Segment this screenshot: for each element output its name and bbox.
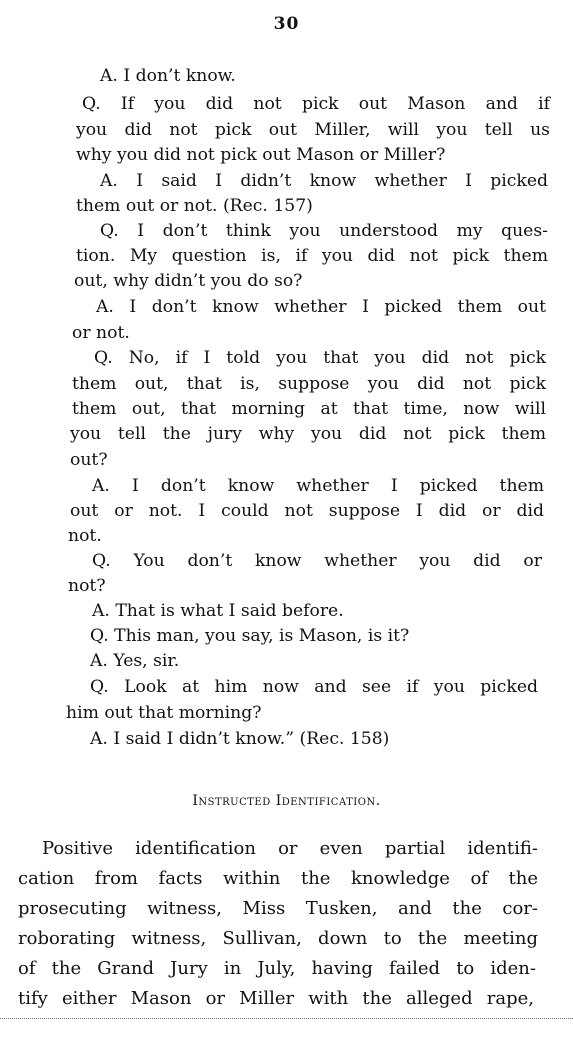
transcript-line: why you did not pick out Mason or Miller? — [76, 145, 446, 165]
paragraph-line: cation from facts within the knowledge of the — [18, 868, 538, 889]
transcript-line: A. I don’t know. — [100, 66, 236, 86]
paragraph-line: Positive identification or even partial identifi- — [42, 838, 538, 859]
section-heading: Instructed Identification. — [192, 793, 381, 809]
paragraph-line: of the Grand Jury in July, having failed to iden- — [18, 958, 536, 979]
transcript-line: A. That is what I said before. — [92, 601, 344, 621]
transcript-line: not? — [68, 576, 106, 596]
transcript-line: you did not pick out Miller, will you tell us — [76, 120, 550, 140]
transcript-line: A. I don’t know whether I picked them — [92, 476, 544, 496]
transcript-line: or not. — [72, 323, 130, 343]
transcript-line: tion. My question is, if you did not pick them — [76, 246, 548, 266]
transcript-line: Q. I don’t think you understood my ques- — [100, 221, 548, 241]
paragraph-line: tify either Mason or Miller with the alleged rape, — [18, 988, 534, 1009]
page-number: 30 — [273, 14, 300, 34]
page-edge-divider — [0, 1018, 573, 1019]
transcript-line: him out that morning? — [66, 703, 262, 723]
transcript-line: Q. You don’t know whether you did or — [92, 551, 542, 571]
transcript-line: them out, that is, suppose you did not pick — [72, 374, 546, 394]
transcript-line: not. — [68, 526, 102, 546]
transcript-line: A. I don’t know whether I picked them out — [96, 297, 546, 317]
transcript-line: them out or not. (Rec. 157) — [76, 196, 313, 216]
transcript-line: A. Yes, sir. — [90, 651, 180, 671]
transcript-line: out, why didn’t you do so? — [74, 271, 303, 291]
paragraph-line: prosecuting witness, Miss Tusken, and the cor- — [18, 898, 538, 919]
transcript-line: A. I said I didn’t know.” (Rec. 158) — [90, 729, 390, 749]
transcript-line: Q. This man, you say, is Mason, is it? — [90, 626, 410, 646]
paragraph-line: roborating witness, Sullivan, down to the meeting — [18, 928, 538, 949]
transcript-line: Q. Look at him now and see if you picked — [90, 677, 538, 697]
transcript-line: Q. If you did not pick out Mason and if — [82, 94, 550, 114]
transcript-line: you tell the jury why you did not pick them — [70, 424, 546, 444]
transcript-line: out or not. I could not suppose I did or did — [70, 501, 544, 521]
transcript-line: A. I said I didn’t know whether I picked — [100, 171, 548, 191]
transcript-line: Q. No, if I told you that you did not pick — [94, 348, 546, 368]
transcript-line: out? — [70, 450, 108, 470]
transcript-line: them out, that morning at that time, now will — [72, 399, 546, 419]
